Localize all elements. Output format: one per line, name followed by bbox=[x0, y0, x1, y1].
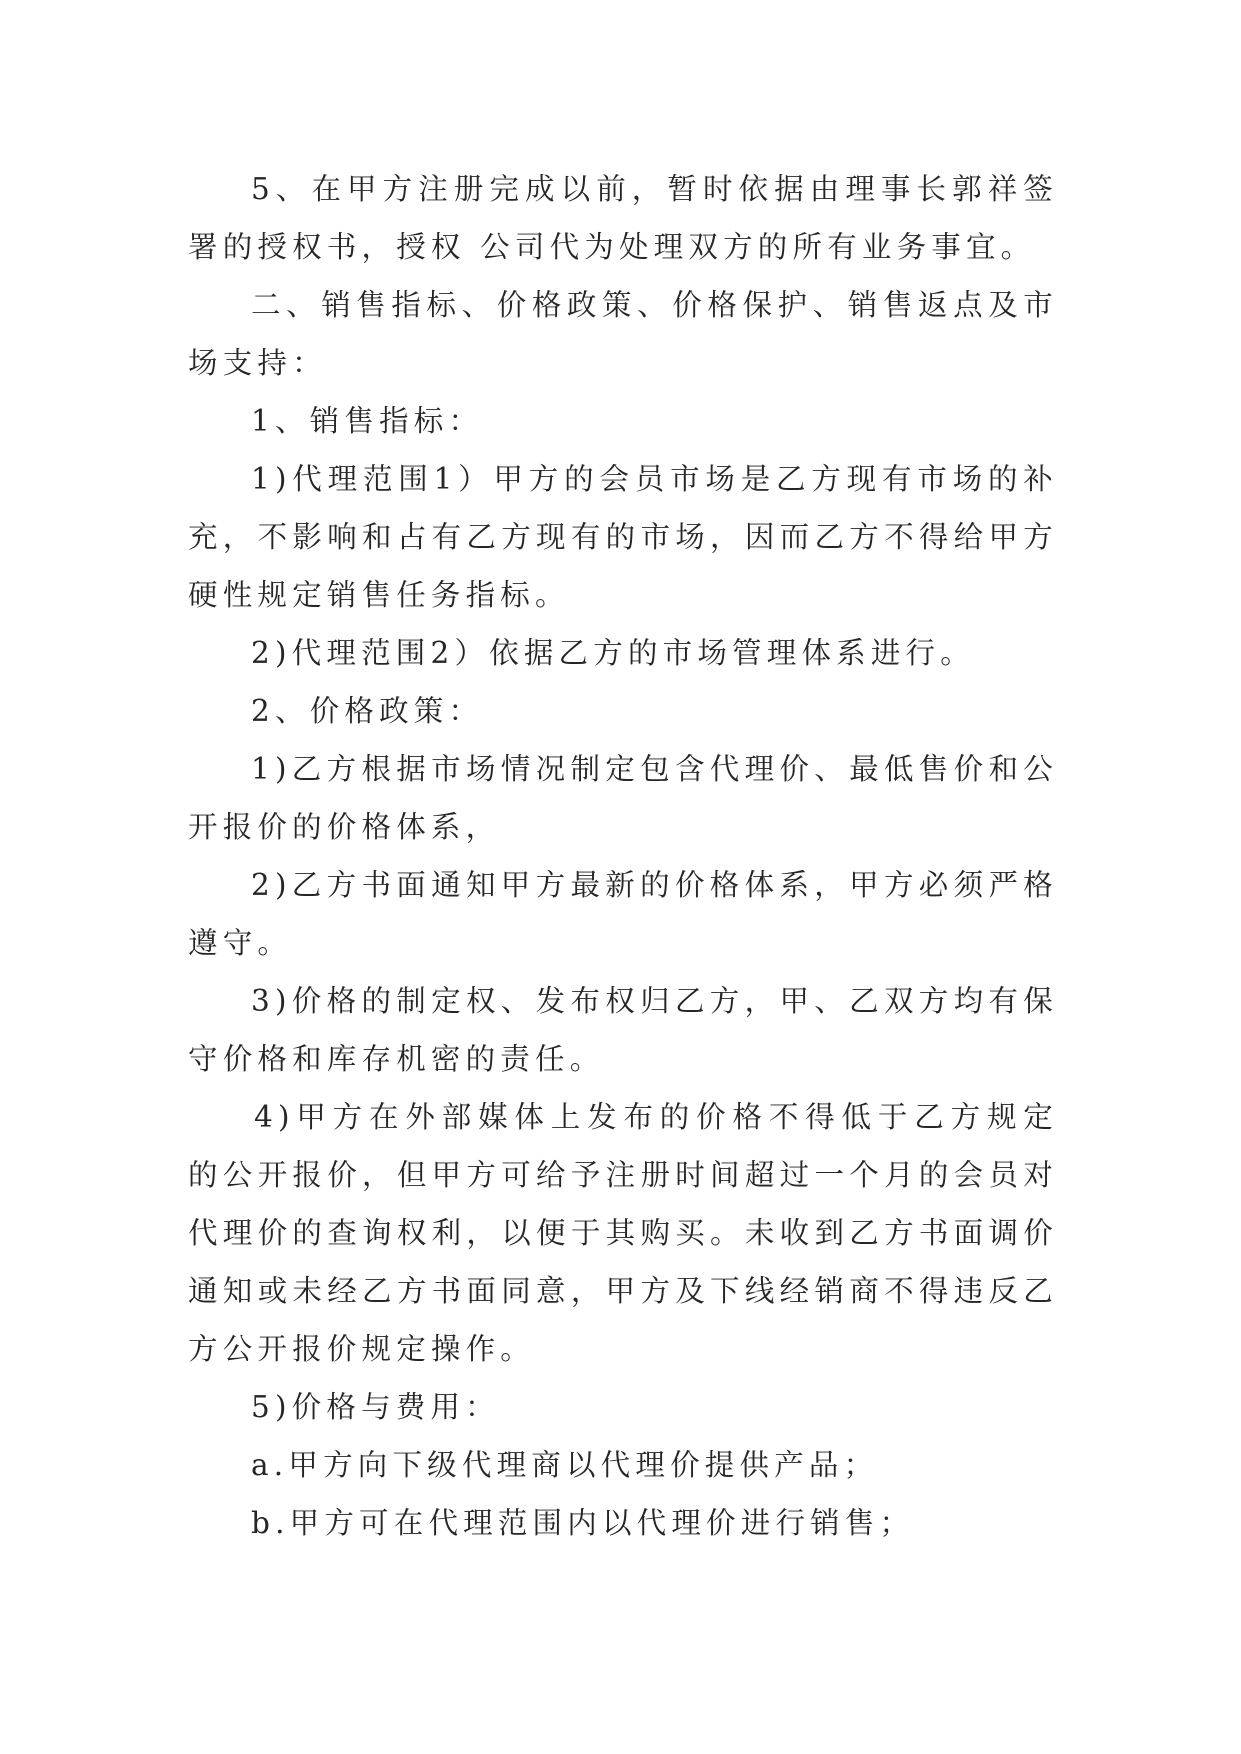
paragraph-agency-scope-1: 1)代理范围1）甲方的会员市场是乙方现有市场的补充，不影响和占有乙方现有的市场，因而乙方不得给甲方硬性规定销售任务指标。 bbox=[188, 462, 1058, 612]
list-item-a: a.甲方向下级代理商以代理价提供产品； bbox=[251, 1448, 879, 1482]
paragraph-price-notice: 2)乙方书面通知甲方最新的价格体系，甲方必须严格遵守。 bbox=[188, 868, 1058, 960]
paragraph-price-rights: 3)价格的制定权、发布权归乙方，甲、乙双方均有保守价格和库存机密的责任。 bbox=[188, 984, 1058, 1076]
document-body bbox=[188, 160, 1058, 1552]
paragraph-agency-scope-2: 2)代理范围2）依据乙方的市场管理体系进行。 bbox=[251, 636, 975, 670]
subheading-price-and-fees: 5)价格与费用： bbox=[251, 1390, 500, 1424]
paragraph-authorization: 5、在甲方注册完成以前，暂时依据由理事长郭祥签署的授权书，授权 公司代为处理双方的所有业务事宜。 bbox=[188, 172, 1058, 264]
subheading-price-policy: 2、价格政策： bbox=[251, 694, 484, 728]
list-item-b: b.甲方可在代理范围内以代理价进行销售； bbox=[251, 1506, 915, 1540]
paragraph-price-system: 1)乙方根据市场情况制定包含代理价、最低售价和公开报价的价格体系， bbox=[188, 752, 1058, 844]
section-heading-sales: 二、销售指标、价格政策、价格保护、销售返点及市场支持： bbox=[188, 288, 1058, 380]
subheading-sales-targets: 1、销售指标： bbox=[251, 404, 484, 438]
paragraph-public-price: 4)甲方在外部媒体上发布的价格不得低于乙方规定的公开报价，但甲方可给予注册时间超过一个月的会员对代理价的查询权利，以便于其购买。未收到乙方书面调价通知或未经乙方书面同意，甲方及下线经销商不得违反乙方公开报价规定操作。 bbox=[188, 1100, 1058, 1366]
